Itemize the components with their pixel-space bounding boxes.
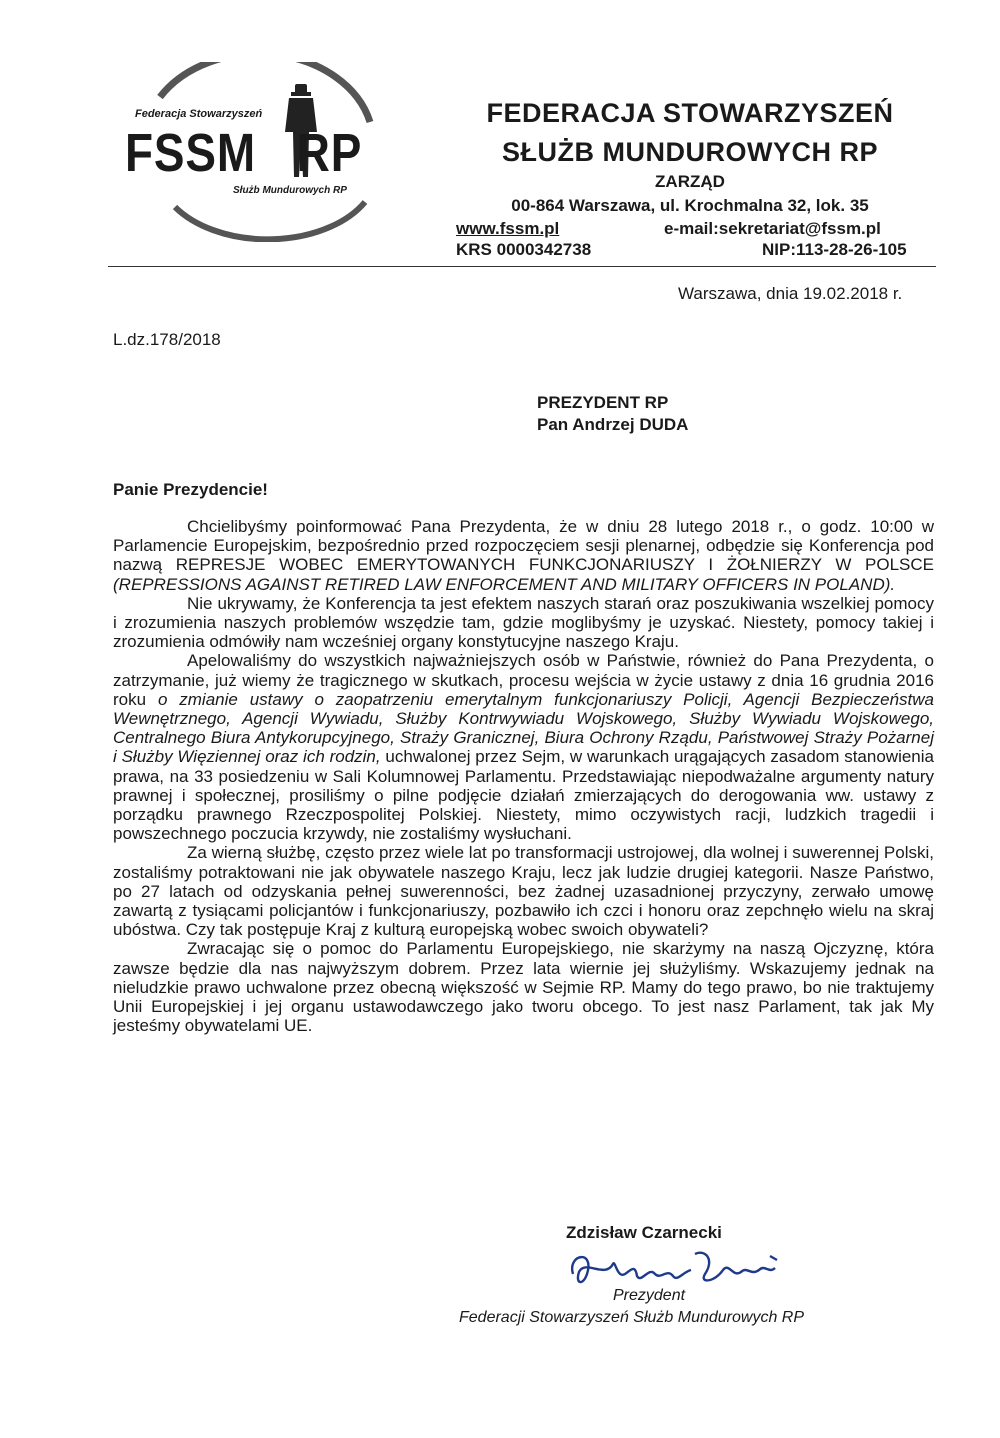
address: 00-864 Warszawa, ul. Krochmalna 32, lok. 35 <box>511 196 869 215</box>
org-name-line2: SŁUŻB MUNDUROWYCH RP <box>502 137 878 167</box>
logo-bottom-text: Służb Mundurowych RP <box>233 185 347 196</box>
paragraph-3 <box>113 651 934 843</box>
fssm-logo <box>105 62 390 242</box>
logo-top-text: Federacja Stowarzyszeń <box>135 108 263 120</box>
greeting: Panie Prezydencie! <box>113 480 268 499</box>
paragraph-4: Za wierną służbę, często przez wiele lat po transformacji ustrojowej, dla wolnej i suwerennej Polski, zostaliśmy potraktowani nie jak obywatele naszego Kraju, lecz jak ludzie drugiej kategorii. Nasze Państwo, po 27 latach od odzyskania pełnej suwerenności, bez żadnej uzasadnionej przyczyny, zerwało umowę zawartą z tysiącami policjantów i funkcjonariuszy, pozbawiło ich czci i honoru oraz zepchnęło wielu na skraj ubóstwa. Czy tak postępuje Kraj z kulturą europejską wobec swoich obywateli? <box>113 843 934 940</box>
org-name-line1: FEDERACJA STOWARZYSZEŃ <box>486 98 894 128</box>
signer-name: Zdzisław Czarnecki <box>566 1223 722 1242</box>
board-label: ZARZĄD <box>655 172 725 191</box>
paragraph-3-italic: o zmianie ustawy o zaopatrzeniu emerytalnym funkcjonariuszy Policji, Agencji Bezpieczeństwa Wewnętrznego, Agencji Wywiadu, Służby Kontrwywiadu Wojskowego, Służby Wywiadu Wojskowego, Centralnego Biura Antykorupcyjnego, Straży Granicznej, Biura Ochrony Rządu, Państwowej Straży Pożarnej i Służby Więziennej oraz ich rodzin, <box>113 689 934 767</box>
signer-title: Prezydent <box>613 1287 686 1304</box>
letter-body <box>113 517 934 1035</box>
paragraph-1 <box>113 517 934 594</box>
paragraph-5: Zwracając się o pomoc do Parlamentu Europejskiego, nie skarżymy na naszą Ojczyznę, która zawsze będzie dla nas najwyższym dobrem. Przez lata wiernie jej służyliśmy. Wskazujemy jednak na nieludzkie prawo uchwalone przez obecną większość w Sejmie RP. Mamy do tego prawo, bo nie traktujemy Unii Europejskiej i jej organu ustawodawczego jako tworu obcego. To jest nasz Parlament, tak jak My jesteśmy obywatelami UE. <box>113 939 934 1036</box>
logo-main-text: FSSM RP <box>125 123 363 183</box>
nip-number: NIP:113-28-26-105 <box>762 240 907 259</box>
krs-number: KRS 0000342738 <box>456 240 592 259</box>
letter-date: Warszawa, dnia 19.02.2018 r. <box>678 284 903 303</box>
website-link[interactable]: www.fssm.pl <box>456 219 560 238</box>
reference-number: L.dz.178/2018 <box>113 330 221 349</box>
paragraph-1-italic: (REPRESSIONS AGAINST RETIRED LAW ENFORCEMENT AND MILITARY OFFICERS IN POLAND). <box>113 574 896 594</box>
paragraph-3-text: Apelowaliśmy do wszystkich najważniejszych osób w Państwie, również do Pana Prezydenta, o zatrzymanie, już wiemy że tragicznego w skutkach, procesu wejścia w życie ustawy z dnia 16 grudnia 2016 roku <box>113 651 934 709</box>
paragraph-3-text-end: uchwalonej przez Sejm, w warunkach urągających zasadom stanowienia prawa, na 33 posiedzeniu w Sali Kolumnowej Parlamentu. Przedstawiając niepodważalne argumenty natury prawnej i społecznej, prosiliśmy o pilne podjęcie działań zmierzających do derogowania ww. ustawy z porządku prawnego Rzeczpospolitej Polskiej. Niestety, mimo oczywistych racji, ludzkich tragedii i powszechnego poczucia krzywdy, nie zostaliśmy wysłuchani. <box>113 747 934 844</box>
paragraph-2: Nie ukrywamy, że Konferencja ta jest efektem naszych starań oraz poszukiwania wszelkiej pomocy i zrozumienia naszych problemów wszędzie tam, gdzie moglibyśmy je uzyskać. Niestety, pomocy takiej i zrozumienia odmówiły nam wcześniej organy konstytucyjne naszego Kraju. <box>113 593 934 652</box>
recipient-name: Pan Andrzej DUDA <box>537 415 689 434</box>
paragraph-1-text: Chcielibyśmy poinformować Pana Prezydenta, że w dniu 28 lutego 2018 r., o godz. 10:00 w Parlamencie Europejskim, bezpośrednio przed rozpoczęciem sesji plenarnej, odbędzie się Konferencja pod nazwą REPRESJE WOBEC EMERYTOWANYCH FUNKCJONARIUSZY I ŻOŁNIERZY W POLSCE <box>113 517 934 575</box>
recipient-title: PREZYDENT RP <box>537 393 669 412</box>
email-address[interactable]: e-mail:sekretariat@fssm.pl <box>664 219 881 238</box>
signer-organization: Federacji Stowarzyszeń Służb Mundurowych RP <box>459 1309 805 1326</box>
header-divider <box>108 266 936 267</box>
